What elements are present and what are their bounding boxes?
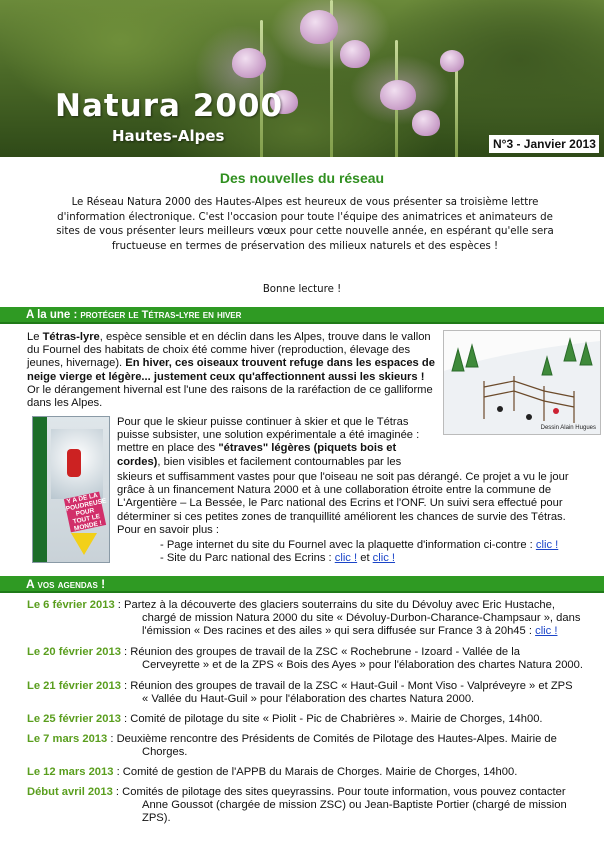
- orchid-flower: [232, 48, 266, 78]
- page-title: Des nouvelles du réseau: [219, 170, 385, 186]
- orchid-flower: [340, 40, 370, 68]
- agenda-item: Le 6 février 2013 : Partez à la découverte des glaciers souterrains du site du Dévoluy avec Eric Hustache, chargé de mission Natura 2000 du site « Dévoluy-Durbon-Charance-Champsaur », dans l'émission « Des racines et des ailes » qui sera diffusée sur France 3 à 20h45 : clic !: [27, 599, 581, 638]
- brochure-cover: [32, 416, 110, 563]
- agenda-item: Le 25 février 2013 : Comité de pilotage du site « Piolit - Pic de Chabrières ». Mairie de Chorges, 14h00.: [27, 713, 543, 725]
- agenda-item: Début avril 2013 : Comités de pilotage des sites queyrassins. Pour toute information, vous pouvez contacter Anne Goussot (chargée de mission ZSC) ou Jean-Baptiste Portier (chargé de mission ZPS).: [27, 786, 567, 825]
- agenda-item: Le 20 février 2013 : Réunion des groupes de travail de la ZSC « Rochebrune - Izoard - Vallée de la Cerveyrette » et de la ZPS « Bois des Ayes » pour l'élaboration des chartes Natura 2000.: [27, 646, 583, 672]
- agenda-date: Le 7 mars 2013: [27, 733, 108, 745]
- article-paragraph-1: Le Tétras-lyre, espèce sensible et en déclin dans les Alpes, trouve dans le vallon du Fournel des habitats de choix été comme hiver (reproduction, élevage des jeunes, hivernage). En hiver, ces oiseaux trouvent refuge dans les espaces de neige vierge et légère... justement ceux qu'affectionnent aussi les skieurs ! Or le dérangement hivernal est l'une des raisons de la raréfaction de ce galliforme dans les Alpes.: [27, 331, 435, 410]
- intro-paragraph: Le Réseau Natura 2000 des Hautes-Alpes est heureux de vous présenter sa troisième lettre d'information électronique. C'est l'occasion pour toute l'équipe des animatrices et animateurs de sites de vous présenter leurs meilleurs vœux pour cette nouvelle année, en espérant qu'elle sera fructueuse en termes de préservation des milieux naturels et des espèces !: [56, 197, 554, 252]
- article-paragraph-3: skieurs et suffisamment vastes pour que l'oiseau ne soit pas dérangé. Ce projet a vu le jour grâce à un financement Natura 2000 et à une collaboration étroite entre la commune de L'Argentière – La Bessée, le Parc national des Ecrins et l'ONF. Un suivi sera effectué pour déterminer si ces petites zones de tranquillité améliorent les chances de survie des Tétras. Pour en savoir plus :: [117, 471, 569, 536]
- section-header-agendas: [0, 576, 604, 593]
- intro-text: [55, 196, 555, 254]
- ecrins-link-1[interactable]: clic !: [334, 552, 358, 565]
- agenda-date: Le 21 février 2013: [27, 680, 121, 692]
- warning-sign-icon: [71, 533, 97, 555]
- natura-2000-logo: Natura 2000: [55, 88, 284, 124]
- orchid-flower: [412, 110, 440, 136]
- agenda-date: Début avril 2013: [27, 786, 113, 798]
- orchid-flower: [380, 80, 416, 110]
- article-paragraph-2: Pour que le skieur puisse continuer à skier et que le Tétras puisse subsister, une solution expérimentale a été imaginée : mettre en place des "étraves" légères (piquets bois et cordes), bien visibles et facilement contournables par les: [117, 416, 420, 468]
- link-line-ecrins: - Site du Parc national des Ecrins : clic ! et clic !: [160, 552, 396, 565]
- ski-slope-drawing: [443, 330, 601, 435]
- agenda-item: Le 21 février 2013 : Réunion des groupes de travail de la ZSC « Haut-Guil - Mont Viso - Valpréveyre » et ZPS « Vallée du Haut-Guil » pour l'élaboration des chartes Natura 2000.: [27, 680, 573, 706]
- section-header-a-la-une: [0, 307, 604, 324]
- logo-subtitle: Hautes-Alpes: [112, 127, 225, 145]
- cover-slogan: Y A DE LA POUDREUSE POUR TOUT LE MONDE !: [65, 492, 108, 533]
- fournel-link[interactable]: clic !: [535, 539, 559, 551]
- intro-closing: Bonne lecture !: [262, 284, 342, 295]
- section-heading-text: A vos agendas !: [26, 577, 106, 591]
- orchid-stem: [455, 60, 458, 157]
- more-info-links: [160, 539, 580, 565]
- agenda-date: Le 25 février 2013: [27, 713, 121, 725]
- highlight-text: En hiver, ces oiseaux trouvent refuge dans les espaces de neige vierge et légère... justement ceux qu'affectionnent aussi les skieurs !: [27, 357, 435, 383]
- highlight-text: "étraves" légères (piquets bois et cordes): [117, 442, 397, 468]
- drawing-caption: Dessin Alain Hugues: [540, 425, 596, 431]
- agenda-item: Le 7 mars 2013 : Deuxième rencontre des Présidents de Comités de Pilotage des Hautes-Alpes. Mairie de Chorges.: [27, 733, 557, 759]
- section-heading-prefix: A la une :: [26, 309, 78, 321]
- header-banner: [0, 0, 604, 157]
- agenda-item: Le 12 mars 2013 : Comité de gestion de l'APPB du Marais de Chorges. Mairie de Chorges, 14h00.: [27, 766, 518, 778]
- issue-number: N°3 - Janvier 2013: [489, 135, 599, 153]
- agenda-date: Le 12 mars 2013: [27, 766, 114, 778]
- agenda-date: Le 6 février 2013: [27, 599, 115, 611]
- tv-show-link[interactable]: clic !: [535, 625, 558, 638]
- section-heading-text: protéger le Tétras-lyre en hiver: [80, 309, 242, 321]
- orchid-flower: [440, 50, 464, 72]
- species-name: Tétras-lyre: [42, 331, 100, 343]
- skier-figure: [67, 449, 81, 477]
- orchid-flower: [300, 10, 338, 44]
- link-line-fournel: - Page internet du site du Fournel avec la plaquette d'information ci-contre : clic !: [160, 539, 559, 551]
- agenda-date: Le 20 février 2013: [27, 646, 121, 658]
- ecrins-link-2[interactable]: clic !: [372, 552, 396, 565]
